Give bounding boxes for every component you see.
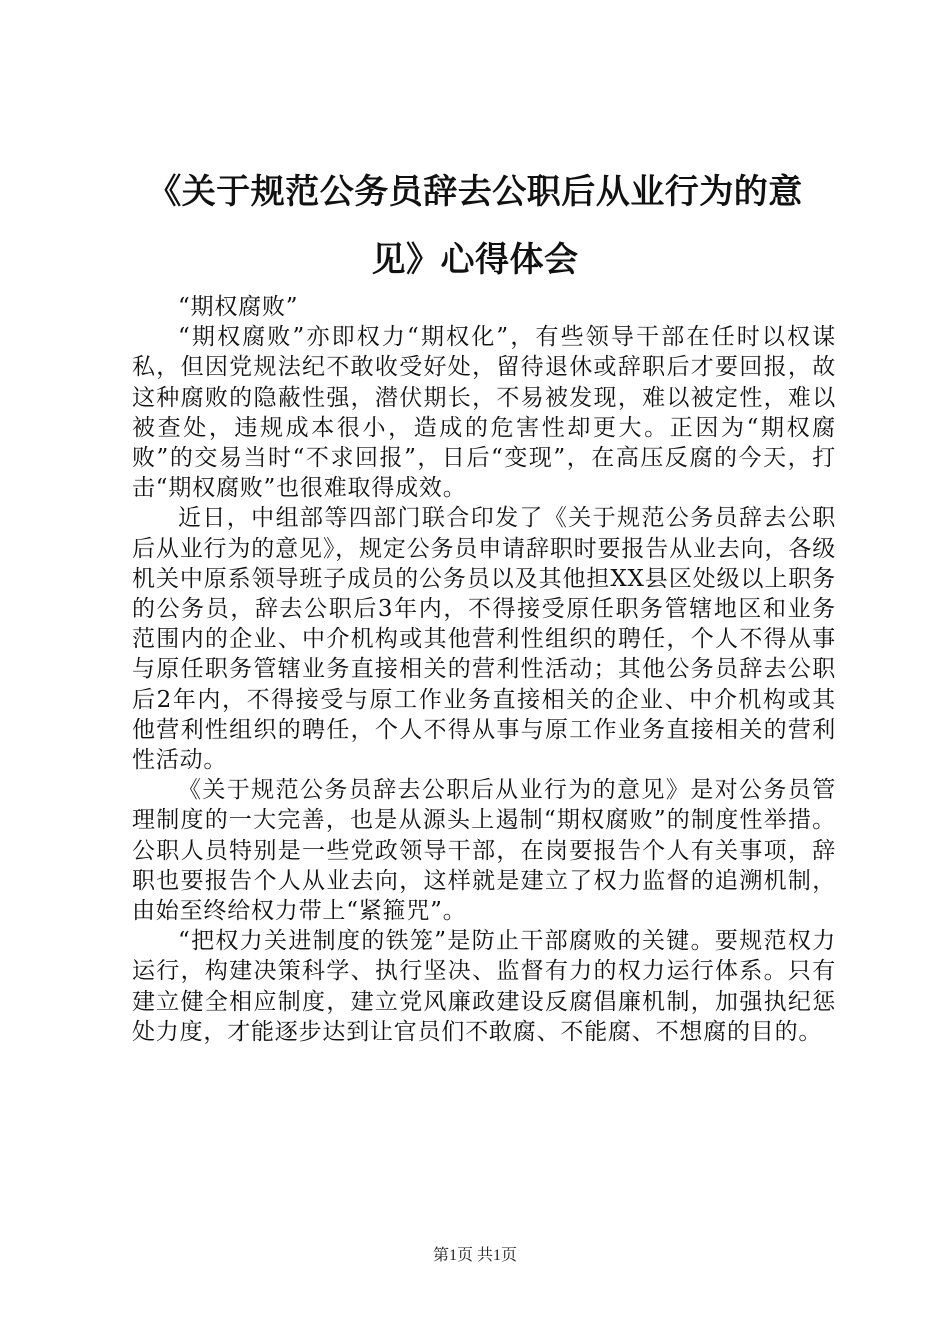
page-number: 第1页 共1页 (432, 1247, 517, 1264)
paragraph-1: “期权腐败”亦即权力“期权化”，有些领导干部在任时以权谋私，但因党规法纪不敢收受好处，留待退休或辞职后才要回报，故这种腐败的隐蔽性强，潜伏期长，不易被发现，难以被定性，难以被查处，违规成本很小，造成的危害性却更大。正因为“期权腐败”的交易当时“不求回报”，日后“变现”，在高压反腐的今天，打击“期权腐败”也很难取得成效。 (132, 324, 836, 502)
paragraph-4: “把权力关进制度的铁笼”是防止干部腐败的关键。要规范权力运行，构建决策科学、执行坚决、监督有力的权力运行体系。只有建立健全相应制度，建立党风廉政建设反腐倡廉机制，加强执纪惩处力度，才能逐步达到让官员们不敢腐、不能腐、不想腐的目的。 (132, 928, 836, 1045)
page-title-line-1: 《关于规范公务员辞去公职后从业行为的意 (147, 172, 803, 212)
paragraph-3: 《关于规范公务员辞去公职后从业行为的意见》是对公务员管理制度的一大完善，也是从源头上遏制“期权腐败”的制度性举措。公职人员特别是一些党政领导干部，在岗要报告个人有关事项，辞职也要报告个人从业去向，这样就是建立了权力监督的追溯机制，由始至终给权力带上“紧箍咒”。 (132, 777, 836, 925)
page-title (120, 158, 830, 294)
document-body (132, 292, 836, 1047)
paragraph-heading: “期权腐败” (178, 294, 299, 320)
paragraph-2: 近日，中组部等四部门联合印发了《关于规范公务员辞去公职后从业行为的意见》，规定公务员申请辞职时要报告从业去向，各级机关中原系领导班子成员的公务员以及其他担XX县区处级以上职务的公务员，辞去公职后3年内，不得接受原任职务管辖地区和业务范围内的企业、中介机构或其他营利性组织的聘任，个人不得从事与原任职务管辖业务直接相关的营利性活动；其他公务员辞去公职后2年内，不得接受与原工作业务直接相关的企业、中介机构或其他营利性组织的聘任，个人不得从事与原工作业务直接相关的营利性活动。 (132, 505, 836, 774)
page-title-line-2: 见》心得体会 (371, 240, 579, 280)
